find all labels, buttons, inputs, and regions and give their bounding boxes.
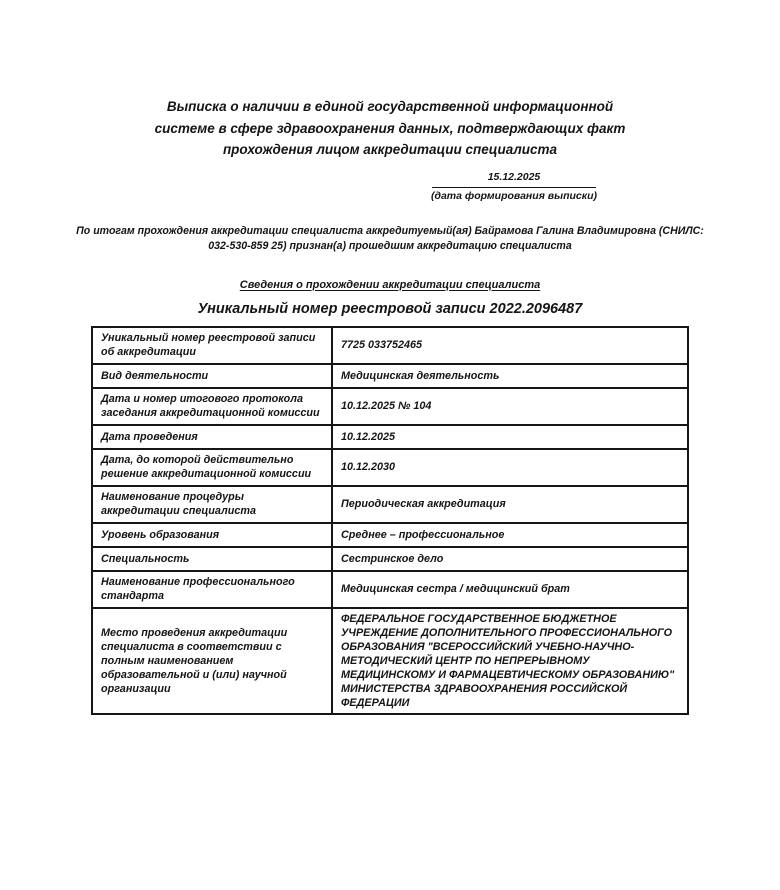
row-label: Наименование профессионального стандарта <box>92 571 332 608</box>
intro-paragraph <box>40 224 740 254</box>
row-value: 10.12.2025 № 104 <box>332 388 688 425</box>
row-value: 10.12.2025 <box>332 425 688 449</box>
table-row <box>92 364 688 388</box>
document-title-line: прохождения лицом аккредитации специалиста <box>222 142 558 157</box>
row-label: Место проведения аккредитации специалиста в соответствии с полным наименованием образовательной и (или) научной организации <box>92 608 332 714</box>
document-title <box>70 96 710 161</box>
table-row <box>92 486 688 523</box>
issue-date: 15.12.2025 <box>432 171 596 188</box>
document-title-line: системе в сфере здравоохранения данных, подтверждающих факт <box>154 120 626 136</box>
intro-line: По итогам прохождения аккредитации специалиста аккредитуемый(ая) Байрамова Галина Владимировна (СНИЛС: <box>76 224 704 237</box>
row-label: Уникальный номер реестровой записи об аккредитации <box>92 327 332 364</box>
accreditation-table <box>91 326 689 715</box>
issue-date-caption: (дата формирования выписки) <box>430 189 598 202</box>
row-value: ФЕДЕРАЛЬНОЕ ГОСУДАРСТВЕННОЕ БЮДЖЕТНОЕ УЧРЕЖДЕНИЕ ДОПОЛНИТЕЛЬНОГО ПРОФЕССИОНАЛЬНОГО ОБРАЗОВАНИЯ "ВСЕРОССИЙСКИЙ УЧЕБНО-НАУЧНО-МЕТОДИЧЕСКИЙ ЦЕНТР ПО НЕПРЕРЫВНОМУ МЕДИЦИНСКОМУ И ФАРМАЦЕВТИЧЕСКОМУ ОБРАЗОВАНИЮ" МИНИСТЕРСТВА ЗДРАВООХРАНЕНИЯ РОССИЙСКОЙ ФЕДЕРАЦИИ <box>332 608 688 714</box>
intro-line: 032-530-859 25) признан(а) прошедшим аккредитацию специалиста <box>208 239 572 252</box>
row-value: Сестринское дело <box>332 547 688 571</box>
table-row <box>92 327 688 364</box>
row-value: 7725 033752465 <box>332 327 688 364</box>
row-value: Среднее – профессиональное <box>332 523 688 547</box>
table-row <box>92 388 688 425</box>
table-row <box>92 547 688 571</box>
row-label: Дата и номер итогового протокола заседания аккредитационной комиссии <box>92 388 332 425</box>
row-value: Периодическая аккредитация <box>332 486 688 523</box>
row-label: Уровень образования <box>92 523 332 547</box>
row-label: Специальность <box>92 547 332 571</box>
table-row <box>92 571 688 608</box>
registry-number-line: Уникальный номер реестровой записи 2022.2096487 <box>197 300 583 317</box>
row-label: Дата, до которой действительно решение аккредитационной комиссии <box>92 449 332 486</box>
row-value: 10.12.2030 <box>332 449 688 486</box>
row-value: Медицинская деятельность <box>332 364 688 388</box>
table-row <box>92 608 688 714</box>
row-label: Дата проведения <box>92 425 332 449</box>
document-title-line: Выписка о наличии в единой государственной информационной <box>166 99 614 114</box>
table-row <box>92 425 688 449</box>
table-row <box>92 523 688 547</box>
row-label: Наименование процедуры аккредитации специалиста <box>92 486 332 523</box>
section-heading: Сведения о прохождении аккредитации специалиста <box>239 278 541 291</box>
issue-date-block <box>424 171 604 203</box>
table-row <box>92 449 688 486</box>
row-value: Медицинская сестра / медицинский брат <box>332 571 688 608</box>
row-label: Вид деятельности <box>92 364 332 388</box>
